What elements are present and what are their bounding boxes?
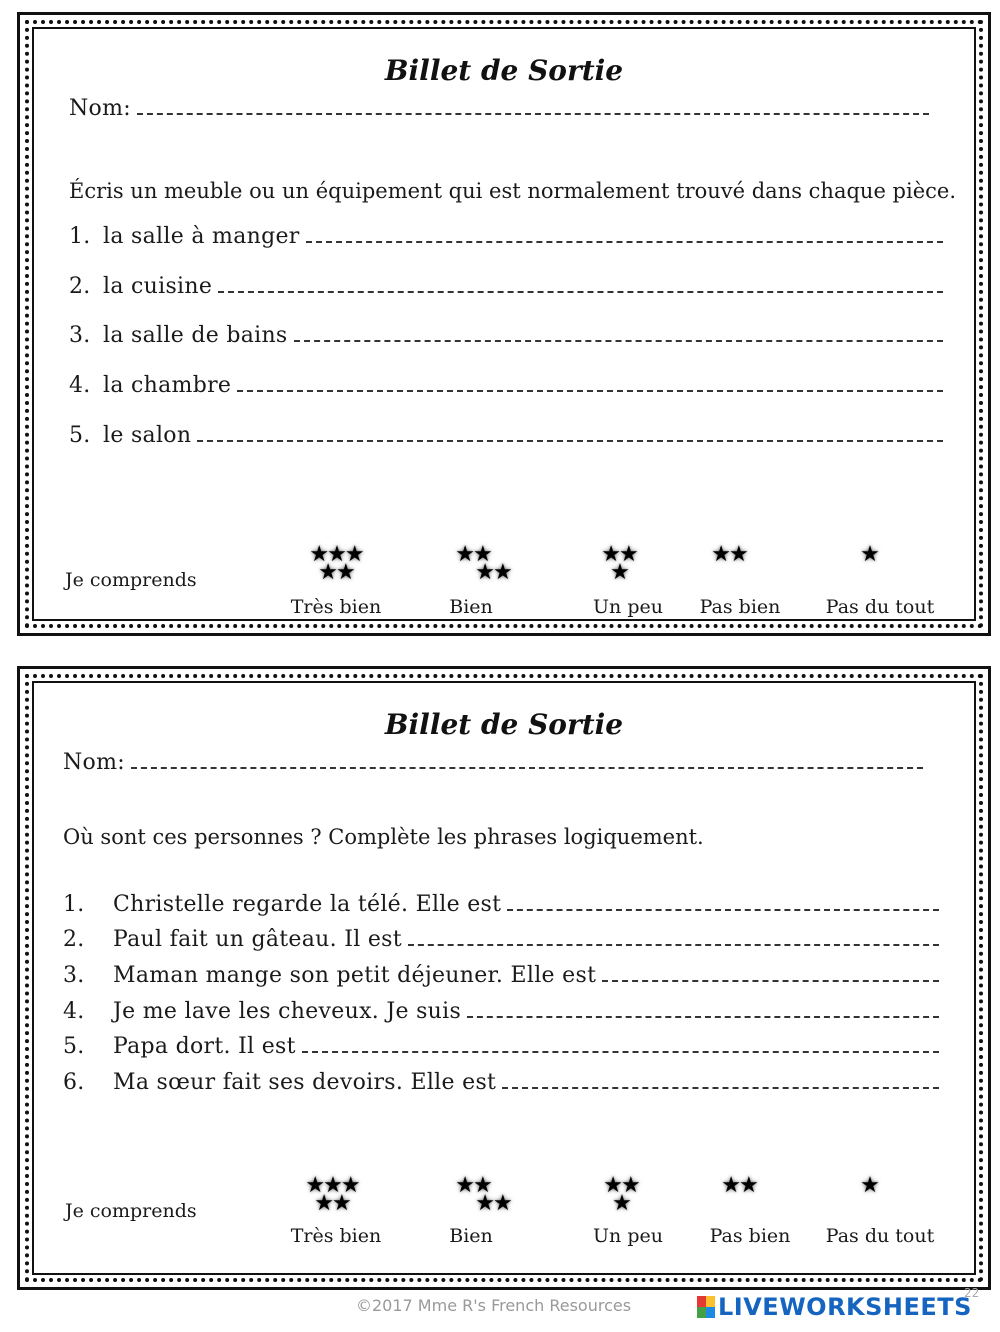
card-2-rating-pas-bien: Pas bien bbox=[709, 1225, 791, 1247]
card-2-stars-tres-bien[interactable]: ★★★ ★★ bbox=[305, 1173, 359, 1216]
liveworksheets-brand[interactable] bbox=[697, 1293, 972, 1321]
card-1-item-5-number: 5. bbox=[69, 423, 91, 448]
card-2-item-6-answer[interactable] bbox=[502, 1073, 939, 1089]
card-2-name-row bbox=[63, 750, 923, 775]
card-2-rating-tres-bien: Très bien bbox=[290, 1225, 382, 1247]
card-2-item-6-text: Ma sœur fait ses devoirs. Elle est bbox=[113, 1070, 497, 1095]
card-1-rating-bien: Bien bbox=[449, 596, 493, 618]
card-1-item-3-answer[interactable] bbox=[294, 326, 943, 342]
logo-square-3 bbox=[697, 1307, 706, 1318]
card-2-item-3-text: Maman mange son petit déjeuner. Elle est bbox=[113, 963, 597, 988]
card-2-item-1-answer[interactable] bbox=[507, 895, 939, 911]
card-2-border bbox=[25, 674, 983, 1282]
card-1-rating-un-peu: Un peu bbox=[593, 596, 663, 618]
card-1-stars-tres-bien[interactable]: ★★★ ★★ bbox=[309, 542, 363, 585]
card-1-item-2-text: la cuisine bbox=[103, 274, 213, 299]
card-2-stars-un-peu[interactable]: ★★ ★ bbox=[603, 1173, 639, 1216]
card-2-item-6 bbox=[63, 1070, 939, 1095]
card-2-rating-bien: Bien bbox=[449, 1225, 493, 1247]
card-1-item-1-answer[interactable] bbox=[306, 227, 943, 243]
card-2-item-3-number: 3. bbox=[63, 963, 85, 988]
card-1-item-1-text: la salle à manger bbox=[103, 224, 300, 249]
logo-square-1 bbox=[697, 1296, 706, 1307]
card-1-rating-pas-bien: Pas bien bbox=[699, 596, 781, 618]
card-2-stars-pas-du-tout[interactable]: ★ bbox=[860, 1173, 878, 1198]
card-1-item-2-number: 2. bbox=[69, 274, 91, 299]
card-1-item-3-text: la salle de bains bbox=[103, 323, 288, 348]
card-1-stars-un-peu[interactable]: ★★ ★ bbox=[601, 542, 637, 585]
page-number: 22 bbox=[964, 1286, 980, 1300]
card-1-name-label: Nom: bbox=[69, 96, 131, 121]
logo-square-4 bbox=[706, 1307, 715, 1318]
card-2-title: Billet de Sortie bbox=[384, 708, 624, 741]
card-2-item-6-number: 6. bbox=[63, 1070, 85, 1095]
card-1-item-2-answer[interactable] bbox=[218, 277, 943, 293]
card-1-title: Billet de Sortie bbox=[384, 54, 624, 87]
exit-ticket-card-1 bbox=[17, 12, 991, 636]
card-2-item-4-answer[interactable] bbox=[467, 1002, 939, 1018]
liveworksheets-logo-icon bbox=[697, 1296, 715, 1318]
card-1-item-5-text: le salon bbox=[103, 423, 192, 448]
card-2-rating-label: Je comprends bbox=[65, 1200, 197, 1222]
card-2-item-3 bbox=[63, 963, 939, 988]
card-1-item-1 bbox=[69, 224, 943, 249]
card-1-rating-pas-du-tout: Pas du tout bbox=[825, 596, 935, 618]
card-2-item-1-text: Christelle regarde la télé. Elle est bbox=[113, 892, 502, 917]
card-1-item-3-number: 3. bbox=[69, 323, 91, 348]
card-2-item-5-text: Papa dort. Il est bbox=[113, 1034, 296, 1059]
card-2-item-1 bbox=[63, 892, 939, 917]
copyright-text: ©2017 Mme R's French Resources bbox=[356, 1296, 632, 1315]
card-1-name-field[interactable] bbox=[137, 99, 929, 115]
card-2-item-2-answer[interactable] bbox=[408, 930, 939, 946]
card-1-border bbox=[25, 20, 983, 628]
card-2-item-5 bbox=[63, 1034, 939, 1059]
card-1-stars-pas-du-tout[interactable]: ★ bbox=[860, 542, 878, 567]
card-2-item-3-answer[interactable] bbox=[602, 966, 939, 982]
card-1-item-4-answer[interactable] bbox=[237, 376, 943, 392]
card-2-rating-pas-du-tout: Pas du tout bbox=[825, 1225, 935, 1247]
card-2-item-5-answer[interactable] bbox=[302, 1037, 939, 1053]
card-1-item-4-text: la chambre bbox=[103, 373, 232, 398]
card-2-item-2 bbox=[63, 927, 939, 952]
card-1-rating-tres-bien: Très bien bbox=[290, 596, 382, 618]
card-1-stars-bien[interactable]: ★★ ★★ bbox=[455, 542, 511, 585]
card-2-item-2-number: 2. bbox=[63, 927, 85, 952]
card-1-item-2 bbox=[69, 274, 943, 299]
card-2-item-4-text: Je me lave les cheveux. Je suis bbox=[113, 999, 462, 1024]
card-1-item-5-answer[interactable] bbox=[197, 426, 943, 442]
card-1-rating-label: Je comprends bbox=[65, 569, 197, 591]
card-2-stars-pas-bien[interactable]: ★★ bbox=[721, 1173, 757, 1198]
card-1-item-5 bbox=[69, 423, 943, 448]
card-2-item-2-text: Paul fait un gâteau. Il est bbox=[113, 927, 402, 952]
card-1-instruction: Écris un meuble ou un équipement qui est normalement trouvé dans chaque pièce. bbox=[69, 179, 957, 203]
card-2-name-label: Nom: bbox=[63, 750, 125, 775]
exit-ticket-card-2 bbox=[17, 666, 991, 1290]
card-1-item-1-number: 1. bbox=[69, 224, 91, 249]
logo-square-2 bbox=[706, 1296, 715, 1307]
card-1-item-4 bbox=[69, 373, 943, 398]
card-2-item-4 bbox=[63, 999, 939, 1024]
card-1-item-4-number: 4. bbox=[69, 373, 91, 398]
brand-name: LIVEWORKSHEETS bbox=[718, 1293, 972, 1321]
card-2-item-5-number: 5. bbox=[63, 1034, 85, 1059]
card-2-item-4-number: 4. bbox=[63, 999, 85, 1024]
card-1-stars-pas-bien[interactable]: ★★ bbox=[711, 542, 747, 567]
card-1-item-3 bbox=[69, 323, 943, 348]
card-1-name-row bbox=[69, 96, 929, 121]
card-2-rating-un-peu: Un peu bbox=[593, 1225, 663, 1247]
card-2-item-1-number: 1. bbox=[63, 892, 85, 917]
card-2-stars-bien[interactable]: ★★ ★★ bbox=[455, 1173, 511, 1216]
card-2-instruction: Où sont ces personnes ? Complète les phrases logiquement. bbox=[63, 825, 704, 849]
card-2-name-field[interactable] bbox=[131, 753, 923, 769]
